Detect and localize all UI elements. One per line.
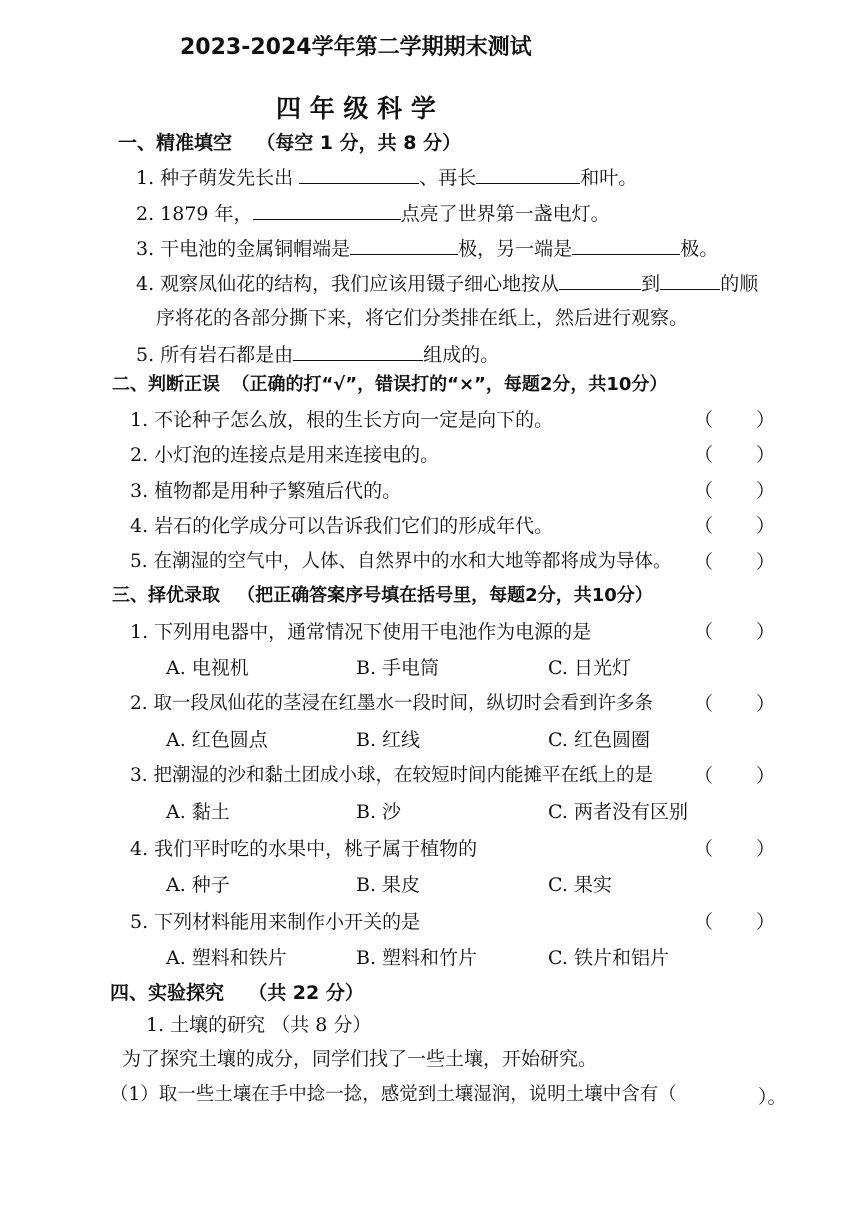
s1-q1 <box>136 165 637 190</box>
s2-item-4: 4. 岩石的化学成分可以告诉我们它们的形成年代。 <box>130 515 554 537</box>
s1-q2-text-b: 点亮了世界第一盏电灯。 <box>400 203 610 225</box>
s1-q4-blank-1[interactable] <box>559 271 641 290</box>
section1-heading: 一、精准填空 <box>118 132 233 154</box>
s3-q5-text: 5. 下列材料能用来制作小开关的是 <box>130 911 421 933</box>
s1-q5-blank[interactable] <box>293 342 423 361</box>
s3-q1-paren-open[interactable]: （ <box>694 621 714 643</box>
section1-note: （每空 1 分，共 8 分） <box>256 132 462 154</box>
section2-heading: 二、判断正误 <box>112 374 220 395</box>
s1-q4-text-b: 到 <box>641 273 661 295</box>
s2-item-5-paren-close: ） <box>756 551 776 573</box>
section3-note: （把正确答案序号填在括号里，每题2分，共10分） <box>237 585 653 606</box>
s3-q3-option-b[interactable]: B. 沙 <box>356 801 402 823</box>
s3-q3-option-c[interactable]: C. 两者没有区别 <box>548 801 688 823</box>
s1-q3-blank-2[interactable] <box>572 236 680 255</box>
s3-q5-option-c[interactable]: C. 铁片和铝片 <box>548 947 669 969</box>
s3-q4-option-c[interactable]: C. 果实 <box>548 874 612 896</box>
s3-q2-paren-open[interactable]: （ <box>694 693 714 715</box>
s3-q5-paren-open[interactable]: （ <box>694 911 714 933</box>
s1-q4-text-c: 的顺 <box>720 273 759 295</box>
s2-item-4-paren-close: ） <box>756 515 776 537</box>
s3-q1-text: 1. 下列用电器中，通常情况下使用干电池作为电源的是 <box>130 621 592 643</box>
s1-q1-text-a: 1. 种子萌发先长出 <box>136 167 294 189</box>
s1-q4-text-a: 4. 观察凤仙花的结构，我们应该用镊子细心地按从 <box>136 273 560 295</box>
s1-q2 <box>136 201 610 226</box>
s3-q4-paren-open[interactable]: （ <box>694 838 714 860</box>
s3-q4-text: 4. 我们平时吃的水果中，桃子属于植物的 <box>130 838 478 860</box>
s2-item-1: 1. 不论种子怎么放，根的生长方向一定是向下的。 <box>130 409 554 431</box>
section3-heading-line <box>112 584 653 608</box>
s3-q4-paren-close: ） <box>756 838 776 860</box>
s4-intro: 为了探究土壤的成分，同学们找了一些土壤，开始研究。 <box>122 1048 598 1070</box>
exam-title: 2023-2024学年第二学期期末测试 <box>180 35 532 60</box>
s1-q5-text-a: 5. 所有岩石都是由 <box>136 344 294 366</box>
s3-q2-option-b[interactable]: B. 红线 <box>356 729 421 751</box>
s2-item-5-paren-open[interactable]: （ <box>694 551 714 573</box>
s1-q1-blank-2[interactable] <box>476 165 580 184</box>
s1-q1-text-b: 、再长 <box>419 167 477 189</box>
s4-q1: （1）取一些土壤在手中捻一捻，感觉到土壤湿润，说明土壤中含有（ <box>110 1084 677 1105</box>
s4-q1-paren-close: ）。 <box>758 1086 787 1108</box>
s1-q1-blank-1[interactable] <box>299 165 419 184</box>
s3-q1-option-a[interactable]: A. 电视机 <box>166 657 249 679</box>
s1-q5-text-b: 组成的。 <box>423 344 500 366</box>
section4-note: （共 22 分） <box>248 982 364 1004</box>
subject-title: 四 年 级 科 学 <box>276 94 436 123</box>
s1-q4 <box>136 271 758 296</box>
s2-item-1-paren-open[interactable]: （ <box>694 409 714 431</box>
s2-item-3-paren-open[interactable]: （ <box>694 480 714 502</box>
s1-q4-blank-2[interactable] <box>660 271 720 290</box>
section4-heading-line <box>110 981 364 1005</box>
s3-q5-paren-close: ） <box>756 911 776 933</box>
s2-item-4-paren-open[interactable]: （ <box>694 515 714 537</box>
s1-q3-text-b: 极，另一端是 <box>458 238 573 260</box>
s2-item-5: 5. 在潮湿的空气中，人体、自然界中的水和大地等都将成为导体。 <box>130 551 672 572</box>
s1-q2-text-a: 2. 1879 年， <box>136 203 253 225</box>
s1-q3-blank-1[interactable] <box>350 236 458 255</box>
s3-q3-paren-close: ） <box>756 765 776 787</box>
s1-q2-blank[interactable] <box>253 201 401 220</box>
s1-q3-text-a: 3. 干电池的金属铜帽端是 <box>136 238 351 260</box>
s2-item-2-paren-open[interactable]: （ <box>694 444 714 466</box>
s1-q1-text-c: 和叶。 <box>580 167 638 189</box>
s3-q2-paren-close: ） <box>756 693 776 715</box>
s2-item-3-paren-close: ） <box>756 480 776 502</box>
section2-note: （正确的打“√”，错误打的“×”，每题2分，共10分） <box>231 374 668 395</box>
s3-q5-option-a[interactable]: A. 塑料和铁片 <box>166 947 287 969</box>
s4-sub1: 1. 土壤的研究 （共 8 分） <box>146 1014 372 1036</box>
s1-q5 <box>136 342 499 367</box>
s2-item-2: 2. 小灯泡的连接点是用来连接电的。 <box>130 444 440 466</box>
s1-q3 <box>136 236 718 261</box>
s3-q2-option-a[interactable]: A. 红色圆点 <box>166 729 268 751</box>
s3-q5-option-b[interactable]: B. 塑料和竹片 <box>356 947 478 969</box>
s3-q3-text: 3. 把潮湿的沙和黏土团成小球，在较短时间内能摊平在纸上的是 <box>130 765 654 786</box>
s3-q4-option-b[interactable]: B. 果皮 <box>356 874 421 896</box>
s1-q3-text-c: 极。 <box>680 238 719 260</box>
s2-item-2-paren-close: ） <box>756 444 776 466</box>
s3-q2-text: 2. 取一段凤仙花的茎浸在红墨水一段时间，纵切时会看到许多条 <box>130 693 654 714</box>
s2-item-3: 3. 植物都是用种子繁殖后代的。 <box>130 480 402 502</box>
s1-q4-line2: 序将花的各部分撕下来，将它们分类排在纸上，然后进行观察。 <box>156 307 689 329</box>
section2-heading-line <box>112 373 667 397</box>
section4-heading: 四、实验探究 <box>110 982 225 1004</box>
s3-q1-option-b[interactable]: B. 手电筒 <box>356 657 440 679</box>
s3-q1-paren-close: ） <box>756 621 776 643</box>
section1-heading-line <box>118 131 461 155</box>
s3-q2-option-c[interactable]: C. 红色圆圈 <box>548 729 650 751</box>
s2-item-1-paren-close: ） <box>756 409 776 431</box>
s3-q1-option-c[interactable]: C. 日光灯 <box>548 657 631 679</box>
section3-heading: 三、择优录取 <box>112 585 220 606</box>
s3-q3-option-a[interactable]: A. 黏土 <box>166 801 230 823</box>
s3-q4-option-a[interactable]: A. 种子 <box>166 874 230 896</box>
s3-q3-paren-open[interactable]: （ <box>694 765 714 787</box>
